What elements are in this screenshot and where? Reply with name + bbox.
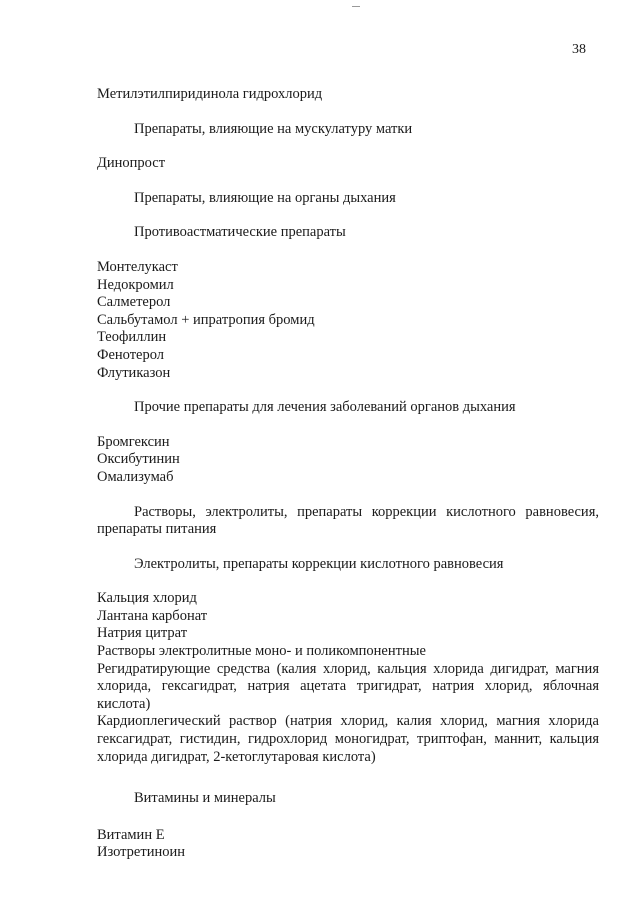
drug-item: Динопрост bbox=[97, 155, 166, 172]
page-number: 38 bbox=[572, 42, 586, 57]
section-heading: Витамины и минералы bbox=[134, 790, 276, 807]
drug-list bbox=[97, 259, 599, 382]
list-item: Изотретиноин bbox=[97, 844, 185, 861]
top-mark bbox=[352, 6, 360, 7]
list-item: Лантана карбонат bbox=[97, 607, 208, 624]
section-heading: Растворы, электролиты, препараты коррекции кислотного равновесия, препараты питания bbox=[97, 503, 599, 538]
list-item: Витамин Е bbox=[97, 826, 165, 843]
list-item: Растворы электролитные моно- и поликомпонентные bbox=[97, 643, 426, 660]
list-item: Натрия цитрат bbox=[97, 625, 188, 642]
list-item: Флутиказон bbox=[97, 364, 171, 381]
drug-list bbox=[97, 827, 599, 862]
subsection-heading: Противоастматические препараты bbox=[134, 224, 346, 241]
subsection-heading: Прочие препараты для лечения заболеваний органов дыхания bbox=[134, 399, 516, 416]
drug-item: Метилэтилпиридинола гидрохлорид bbox=[97, 86, 323, 102]
list-item: Салметерол bbox=[97, 294, 171, 311]
list-item: Недокромил bbox=[97, 276, 174, 293]
list-item: Регидратирующие средства (калия хлорид, кальция хлорида дигидрат, магния хлорида, гексагидрат, натрия ацетата тригидрат, натрия хлорид, яблочная кислота) bbox=[97, 660, 599, 712]
list-item: Кальция хлорид bbox=[97, 590, 197, 607]
list-item: Теофиллин bbox=[97, 329, 167, 346]
section-heading: Препараты, влияющие на мускулатуру матки bbox=[134, 120, 413, 137]
list-item: Монтелукаст bbox=[97, 258, 178, 275]
list-item: Кардиоплегический раствор (натрия хлорид, калия хлорид, магния хлорида гексагидрат, гистидин, гидрохлорид моногидрат, триптофан, маннит, кальция хлорида дигидрат, 2-кетоглутаровая кислота) bbox=[97, 713, 599, 765]
section-heading: Препараты, влияющие на органы дыхания bbox=[134, 189, 396, 206]
list-item: Фенотерол bbox=[97, 346, 165, 363]
list-item: Оксибутинин bbox=[97, 451, 180, 468]
list-item: Бромгексин bbox=[97, 433, 170, 450]
subsection-heading: Электролиты, препараты коррекции кислотного равновесия bbox=[134, 555, 504, 572]
list-item: Омализумаб bbox=[97, 468, 174, 485]
drug-list bbox=[97, 434, 599, 487]
drug-list bbox=[97, 590, 599, 766]
document-body bbox=[97, 86, 599, 862]
list-item: Сальбутамол + ипратропия бромид bbox=[97, 311, 315, 328]
